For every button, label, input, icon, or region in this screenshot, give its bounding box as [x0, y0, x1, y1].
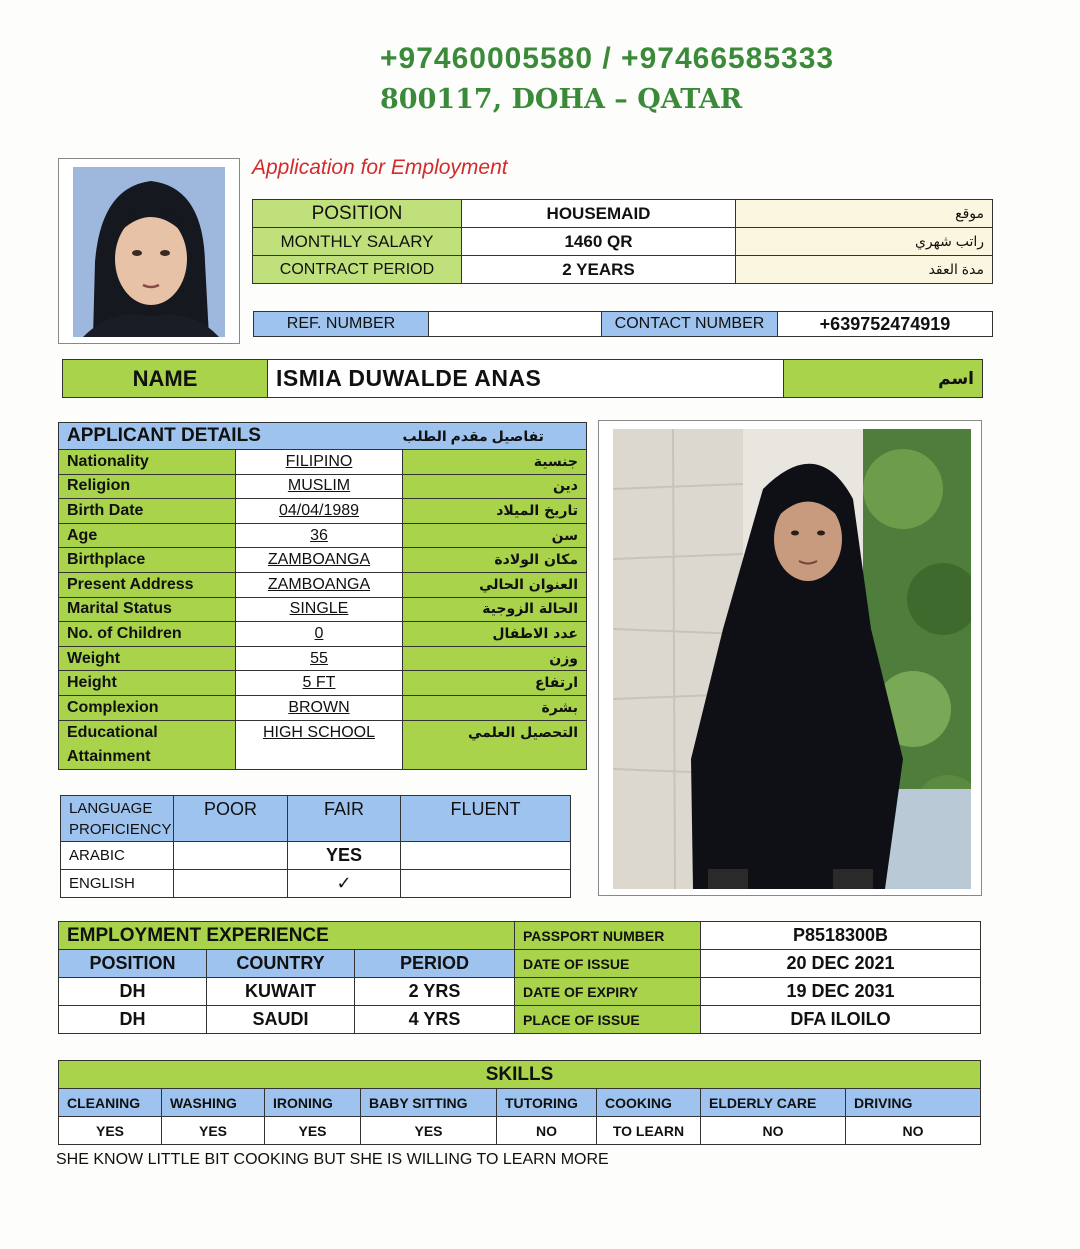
applicant-details-heading: APPLICANT DETAILS [59, 423, 403, 450]
detail-field: Age [59, 523, 236, 548]
skill-value: YES [361, 1117, 497, 1145]
job-value: 2 YEARS [462, 256, 736, 284]
skills-note: SHE KNOW LITTLE BIT COOKING BUT SHE IS WILLING TO LEARN MORE [56, 1151, 609, 1168]
job-arabic: راتب شهري [736, 228, 993, 256]
passport-row [515, 1006, 981, 1034]
detail-row [59, 646, 587, 671]
header-address: 800117, DOHA – QATAR [380, 84, 743, 115]
job-row [253, 228, 993, 256]
detail-value: MUSLIM [236, 474, 403, 499]
detail-value: SINGLE [236, 597, 403, 622]
skill-value: NO [846, 1117, 981, 1145]
detail-field: Complexion [59, 695, 236, 720]
passport-value: P8518300B [701, 922, 981, 950]
contact-number-value: +639752474919 [778, 312, 993, 337]
detail-row [59, 450, 587, 475]
employment-position: DH [59, 978, 207, 1006]
employment-heading: EMPLOYMENT EXPERIENCE [59, 922, 515, 950]
ref-table [253, 311, 993, 337]
passport-value: 19 DEC 2031 [701, 978, 981, 1006]
employment-column: COUNTRY [207, 950, 355, 978]
name-label: NAME [63, 360, 268, 398]
detail-field: Marital Status [59, 597, 236, 622]
language-fluent [401, 842, 571, 870]
detail-field: Height [59, 671, 236, 696]
detail-arabic: العنوان الحالي [403, 572, 587, 597]
language-column: POOR [174, 796, 288, 842]
skill-name: TUTORING [497, 1089, 597, 1117]
language-fluent [401, 870, 571, 898]
job-value: 1460 QR [462, 228, 736, 256]
passport-label: PLACE OF ISSUE [515, 1006, 701, 1034]
detail-arabic: التحصيل العلمي [403, 720, 587, 745]
employment-column: POSITION [59, 950, 207, 978]
job-row [253, 200, 993, 228]
skill-name: DRIVING [846, 1089, 981, 1117]
skill-name: COOKING [597, 1089, 701, 1117]
job-value: HOUSEMAID [462, 200, 736, 228]
employment-position: DH [59, 1006, 207, 1034]
employment-period: 4 YRS [355, 1006, 515, 1034]
language-poor [174, 870, 288, 898]
employment-period: 2 YRS [355, 978, 515, 1006]
passport-row [515, 922, 981, 950]
language-heading-line2: PROFICIENCY [69, 820, 172, 838]
employment-country: KUWAIT [207, 978, 355, 1006]
language-fair: ✓ [288, 870, 401, 898]
language-name: ARABIC [61, 842, 174, 870]
detail-field: Nationality [59, 450, 236, 475]
job-table [252, 199, 993, 284]
employment-table [58, 921, 515, 1034]
language-column: FAIR [288, 796, 401, 842]
detail-row [59, 548, 587, 573]
skills-table [58, 1060, 981, 1145]
applicant-details-heading-arabic: تفاصيل مقدم الطلب [403, 423, 587, 450]
passport-row [515, 950, 981, 978]
detail-value: ZAMBOANGA [236, 572, 403, 597]
detail-row [59, 622, 587, 647]
detail-row [59, 720, 587, 745]
detail-arabic: جنسية [403, 450, 587, 475]
skill-name: IRONING [265, 1089, 361, 1117]
applicant-details-table [58, 422, 587, 770]
detail-arabic: دين [403, 474, 587, 499]
detail-field: Attainment [59, 745, 236, 770]
name-arabic: اسم [784, 360, 983, 398]
skill-value: YES [59, 1117, 162, 1145]
language-heading [61, 796, 174, 842]
skill-name: ELDERLY CARE [701, 1089, 846, 1117]
detail-field: Educational [59, 720, 236, 745]
detail-value: 36 [236, 523, 403, 548]
detail-arabic [403, 745, 587, 770]
skill-value: YES [162, 1117, 265, 1145]
job-label: POSITION [253, 200, 462, 228]
detail-row [59, 695, 587, 720]
language-row [61, 870, 571, 898]
detail-row [59, 499, 587, 524]
job-arabic: مدة العقد [736, 256, 993, 284]
language-poor [174, 842, 288, 870]
employment-row [59, 1006, 515, 1034]
applicant-name: ISMIA DUWALDE ANAS [268, 360, 784, 398]
detail-row [59, 745, 587, 770]
passport-value: 20 DEC 2021 [701, 950, 981, 978]
job-label: CONTRACT PERIOD [253, 256, 462, 284]
detail-value: 0 [236, 622, 403, 647]
skill-name: WASHING [162, 1089, 265, 1117]
skill-value: NO [497, 1117, 597, 1145]
skill-name: BABY SITTING [361, 1089, 497, 1117]
language-row [61, 842, 571, 870]
detail-arabic: مكان الولادة [403, 548, 587, 573]
ref-number-value [429, 312, 602, 337]
detail-value: 5 FT [236, 671, 403, 696]
detail-field: Religion [59, 474, 236, 499]
detail-row [59, 597, 587, 622]
detail-row [59, 572, 587, 597]
detail-arabic: سن [403, 523, 587, 548]
employment-row [59, 978, 515, 1006]
detail-value: FILIPINO [236, 450, 403, 475]
detail-arabic: بشرة [403, 695, 587, 720]
detail-arabic: تاريخ الميلاد [403, 499, 587, 524]
skill-name: CLEANING [59, 1089, 162, 1117]
detail-field: No. of Children [59, 622, 236, 647]
detail-value: HIGH SCHOOL [236, 720, 403, 745]
ref-number-label: REF. NUMBER [254, 312, 429, 337]
detail-arabic: وزن [403, 646, 587, 671]
passport-label: PASSPORT NUMBER [515, 922, 701, 950]
skill-value: NO [701, 1117, 846, 1145]
passport-photo [58, 158, 240, 344]
detail-field: Birthplace [59, 548, 236, 573]
passport-value: DFA ILOILO [701, 1006, 981, 1034]
employment-column: PERIOD [355, 950, 515, 978]
passport-row [515, 978, 981, 1006]
language-fair: YES [288, 842, 401, 870]
detail-field: Present Address [59, 572, 236, 597]
passport-table [514, 921, 981, 1034]
detail-value: 55 [236, 646, 403, 671]
employment-country: SAUDI [207, 1006, 355, 1034]
passport-label: DATE OF EXPIRY [515, 978, 701, 1006]
detail-value: ZAMBOANGA [236, 548, 403, 573]
detail-field: Birth Date [59, 499, 236, 524]
job-label: MONTHLY SALARY [253, 228, 462, 256]
passport-label: DATE OF ISSUE [515, 950, 701, 978]
skill-value: YES [265, 1117, 361, 1145]
application-title: Application for Employment [252, 156, 508, 179]
detail-value: 04/04/1989 [236, 499, 403, 524]
contact-number-label: CONTACT NUMBER [602, 312, 778, 337]
detail-value: BROWN [236, 695, 403, 720]
detail-field: Weight [59, 646, 236, 671]
detail-row [59, 474, 587, 499]
language-column: FLUENT [401, 796, 571, 842]
header-phones: +97460005580 / +97466585333 [380, 42, 835, 75]
detail-row [59, 671, 587, 696]
job-row [253, 256, 993, 284]
job-arabic: موقع [736, 200, 993, 228]
name-table [62, 359, 983, 398]
detail-arabic: ارتفاع [403, 671, 587, 696]
detail-value [236, 745, 403, 770]
detail-row [59, 523, 587, 548]
detail-arabic: عدد الاطفال [403, 622, 587, 647]
detail-arabic: الحالة الزوجية [403, 597, 587, 622]
skill-value: TO LEARN [597, 1117, 701, 1145]
language-table [60, 795, 571, 898]
language-heading-line1: LANGUAGE [69, 799, 153, 817]
language-name: ENGLISH [61, 870, 174, 898]
full-body-photo [598, 420, 982, 896]
skills-heading: SKILLS [59, 1061, 981, 1089]
